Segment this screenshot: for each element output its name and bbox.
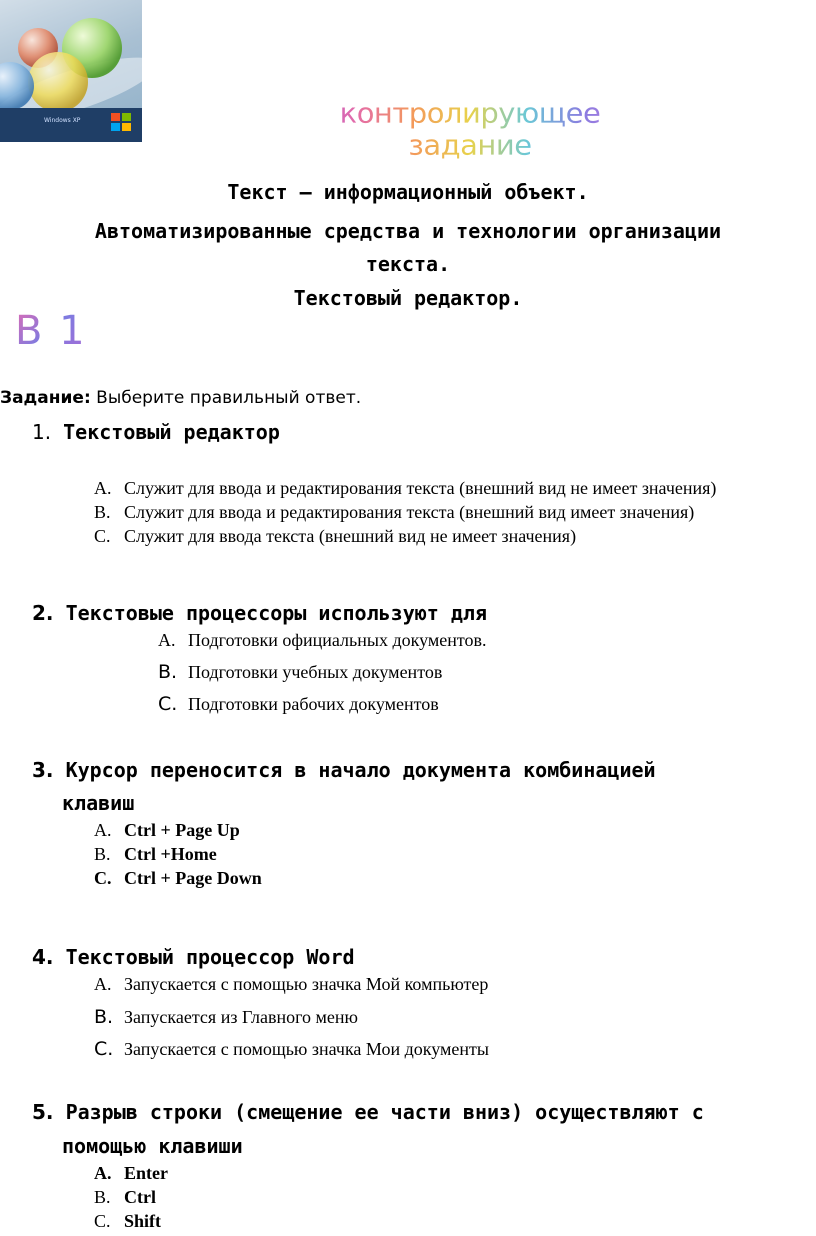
option-4a: A. Запускается с помощью значка Мой компьютер <box>94 974 489 994</box>
option-1c: C. Служит для ввода текста (внешний вид не имеет значения) <box>94 526 577 546</box>
wordart-heading: контролирующее задание <box>300 97 640 162</box>
option-3a: A. Ctrl + Page Up <box>94 820 240 840</box>
option-5c: C. Shift <box>94 1211 162 1231</box>
question-text: Текстовые процессоры используют для <box>65 601 487 625</box>
question-5 <box>32 1100 704 1124</box>
question-number: 5. <box>32 1100 54 1124</box>
question-text: Текстовый редактор <box>63 420 280 444</box>
task-label: Задание: <box>0 388 91 408</box>
option-1b: B. Служит для ввода и редактирования текста (внешний вид имеет значения) <box>94 502 695 522</box>
windows-flag-icon <box>110 112 132 132</box>
question-3-cont: клавиш <box>62 791 135 815</box>
question-number: 2. <box>32 601 54 625</box>
title-line-3: текста. <box>365 252 451 276</box>
question-5-cont: помощью клавиши <box>62 1134 243 1158</box>
option-3c: C. Ctrl + Page Down <box>94 868 262 888</box>
logo-caption: Windows XP <box>44 117 81 124</box>
question-3 <box>32 758 656 782</box>
variant-label: В 1 <box>15 308 87 354</box>
title-line-2: Автоматизированные средства и технологии организации <box>94 219 722 243</box>
question-4 <box>32 945 355 969</box>
question-number: 3. <box>32 758 54 782</box>
title-line-1: Текст – информационный объект. <box>227 180 589 204</box>
task-instruction <box>0 388 361 408</box>
windows-xp-logo <box>0 0 142 142</box>
question-2 <box>32 601 487 625</box>
question-text: Курсор переносится в начало документа комбинацией <box>65 758 656 782</box>
task-text: Выберите правильный ответ. <box>96 388 362 408</box>
question-text: Текстовый процессор Word <box>65 945 355 969</box>
question-text: Разрыв строки (смещение ее части вниз) осуществляют с <box>65 1100 704 1124</box>
option-4b: B. Запускается из Главного меню <box>94 1006 358 1028</box>
question-number: 4. <box>32 945 54 969</box>
option-2a: A. Подготовки официальных документов. <box>158 630 487 650</box>
option-1a: A. Служит для ввода и редактирования текста (внешний вид не имеет значения) <box>94 478 717 498</box>
question-1 <box>32 420 280 444</box>
option-2c: C. Подготовки рабочих документов <box>158 693 439 715</box>
option-5b: B. Ctrl <box>94 1187 156 1207</box>
option-5a: A. Enter <box>94 1163 168 1183</box>
option-4c: C. Запускается с помощью значка Мои документы <box>94 1038 489 1060</box>
option-3b: B. Ctrl +Home <box>94 844 217 864</box>
question-number: 1. <box>32 420 52 444</box>
option-2b: B. Подготовки учебных документов <box>158 661 443 683</box>
title-line-4: Текстовый редактор. <box>293 286 523 310</box>
